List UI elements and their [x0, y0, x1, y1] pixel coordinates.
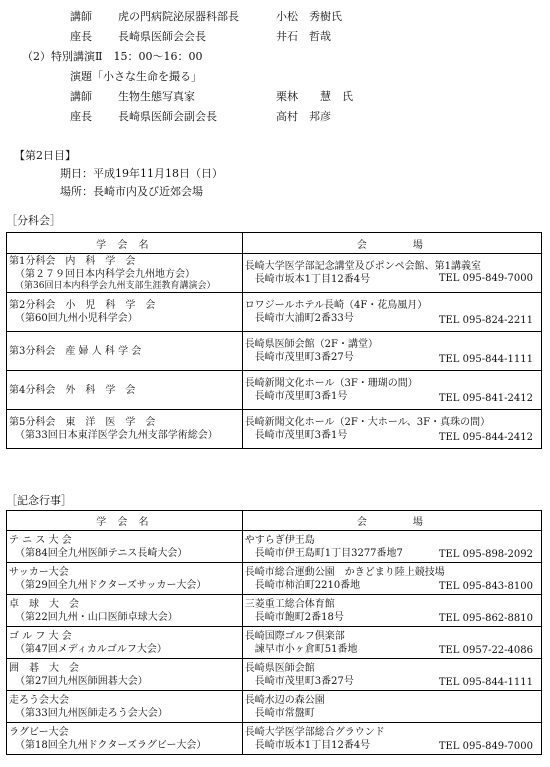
table-row — [7, 659, 542, 691]
venue-name: 長崎市総合運動公園 かきどまり陸上競技場 — [244, 566, 445, 578]
event-subname: （第33回九州医師走ろう会大会） — [15, 707, 168, 719]
role-label: 講師 — [70, 10, 92, 23]
venue-address: 長崎市茂里町3番1号 — [254, 391, 348, 402]
chair-1-line — [0, 28, 550, 46]
venue-cell — [242, 595, 541, 627]
event-cell — [7, 627, 243, 659]
day2-date: 期日：平成19年11月18日（日） — [60, 167, 223, 180]
event-subname: （第29回全九州ドクターズサッカー大会） — [15, 579, 207, 591]
table-row — [7, 332, 542, 371]
affiliation: 虎の門病院泌尿器科部長 — [118, 10, 239, 23]
venue-name: 長崎県医師会館 — [244, 662, 315, 674]
venue-cell — [242, 293, 541, 332]
venue-name: 長崎国際ゴルフ倶楽部 — [244, 630, 345, 642]
venue-address: 長崎市茂里町3番27号 — [254, 352, 354, 363]
society-name: 第1分科会 内 科 学 会 — [9, 255, 136, 267]
table-row — [7, 595, 542, 627]
venue-address: 長崎市坂本1丁目12番4号 — [254, 274, 371, 285]
event-cell — [7, 659, 243, 691]
society-cell — [7, 332, 243, 371]
lecturer-1-line — [0, 8, 550, 26]
role-label: 座長 — [70, 110, 92, 123]
venue-cell — [242, 627, 541, 659]
table-row — [7, 627, 542, 659]
event-cell — [7, 723, 243, 755]
venue-address: 長崎市坂本1丁目12番4号 — [254, 739, 371, 751]
venue-address: 長崎市茂里町3番1号 — [254, 430, 348, 441]
event-subname: （第47回メディカルゴルフ大会） — [15, 643, 167, 655]
venue-name: やすらぎ伊王島 — [244, 534, 315, 546]
venue-cell — [242, 410, 541, 449]
venue-phone: TEL 095-841-2412 — [438, 393, 533, 404]
event-name: ラグビー大会 — [9, 726, 69, 738]
venue-name: 長崎大学医学部記念講堂及びポンペ会館、第1講義室 — [244, 261, 482, 272]
events-table — [6, 510, 542, 755]
table-row — [7, 371, 542, 410]
person-name: 井石 哲哉 — [276, 30, 331, 43]
role-label: 講師 — [70, 90, 92, 103]
venue-phone: TEL 095-844-1111 — [438, 677, 533, 688]
event-cell — [7, 563, 243, 595]
society-name: 第3分科会 産 婦 人 科 学 会 — [9, 345, 142, 357]
event-name: ゴ ル フ 大 会 — [9, 630, 72, 642]
person-name: 高村 邦彦 — [276, 110, 331, 123]
society-name: 第5分科会 東 洋 医 学 会 — [9, 417, 156, 428]
venue-cell — [242, 531, 541, 563]
venue-phone: TEL 095-898-2092 — [438, 549, 533, 560]
event-cell — [7, 595, 243, 627]
society-cell — [7, 410, 243, 449]
venue-cell — [242, 723, 541, 755]
event-subname: （第27回九州医師囲碁大会） — [15, 675, 148, 687]
venue-address: 長崎市伊王島町1丁目3277番地7 — [254, 547, 403, 559]
venue-address: 諫早市小ヶ倉町51番地 — [254, 643, 358, 655]
venue-phone: TEL 095-844-1111 — [438, 354, 533, 365]
venue-cell — [242, 563, 541, 595]
table-row — [7, 293, 542, 332]
venue-phone: TEL 0957-22-4086 — [438, 645, 533, 656]
table-row — [7, 410, 542, 449]
column-header: 学 会 名 — [7, 233, 243, 254]
society-name: 第4分科会 外 科 学 会 — [9, 384, 136, 396]
day2-place: 場所：長崎市内及び近郊会場 — [60, 185, 203, 198]
venue-address: 長崎市常盤町 — [254, 707, 315, 719]
society-name: 第2分科会 小 児 科 学 会 — [9, 300, 156, 311]
venue-name: ロワジールホテル長崎（4F・花鳥風月） — [244, 300, 428, 311]
person-name: 栗林 慧 氏 — [276, 90, 353, 103]
special-lecture-heading: （2）特別講演Ⅱ 15：00〜16：00 — [22, 50, 203, 63]
column-header: 学 会 名 — [7, 511, 243, 531]
event-name: サッカー大会 — [9, 566, 69, 578]
venue-address: 長崎市飽町2番18号 — [254, 611, 344, 623]
venue-cell — [242, 691, 541, 723]
venue-cell — [242, 371, 541, 410]
venue-name: 長崎県医師会館（2F・講堂） — [244, 339, 378, 350]
table-header-row — [7, 511, 542, 531]
venue-address: 長崎市茂里町3番27号 — [254, 675, 354, 687]
society-subname: （第33回日本東洋医学会九州支部学術総会） — [15, 430, 218, 441]
venue-address: 長崎市柿泊町2210番地 — [254, 579, 361, 591]
society-subname: （第60回九州小児科学会） — [15, 313, 138, 324]
table-row — [7, 563, 542, 595]
venue-cell — [242, 332, 541, 371]
venue-name: 長崎水辺の森公園 — [244, 694, 325, 706]
society-cell — [7, 293, 243, 332]
event-name: 走ろう会大会 — [9, 694, 69, 706]
venue-phone: TEL 095-849-7000 — [438, 273, 533, 284]
column-header: 会 場 — [242, 511, 541, 531]
venue-cell — [242, 659, 541, 691]
table-row — [7, 531, 542, 563]
venue-name: 長崎新聞文化ホール（3F・珊瑚の間） — [244, 378, 418, 389]
society-subname: （第２７９回日本内科学会九州地方会） — [15, 268, 195, 280]
society-cell — [7, 254, 243, 293]
subcommittee-heading: ［分科会］ — [6, 214, 61, 227]
venue-phone: TEL 095-844-2412 — [438, 432, 533, 443]
affiliation: 長崎県医師会会長 — [118, 30, 206, 43]
event-name: 囲 碁 大 会 — [9, 662, 79, 674]
day2-heading: 【第2日目】 — [14, 149, 76, 162]
event-subname: （第18回全九州ドクターズラグビー大会） — [15, 739, 207, 751]
column-header: 会 場 — [242, 233, 541, 254]
event-cell — [7, 531, 243, 563]
events-heading: ［記念行事］ — [6, 494, 72, 507]
venue-name: 三菱重工総合体育館 — [244, 598, 335, 610]
chair-2-line — [0, 108, 550, 126]
lecture-title: 演題「小さな生命を撮る」 — [70, 70, 202, 83]
affiliation: 長崎県医師会副会長 — [118, 110, 217, 123]
event-subname: （第22回九州・山口医師卓球大会） — [15, 611, 178, 623]
event-name: 卓 球 大 会 — [9, 598, 79, 610]
event-name: テ ニ ス 大 会 — [9, 534, 72, 546]
society-cell — [7, 371, 243, 410]
person-name: 小松 秀樹氏 — [276, 10, 342, 23]
table-row — [7, 723, 542, 755]
venue-phone: TEL 095-824-2211 — [438, 315, 533, 326]
venue-phone: TEL 095-843-8100 — [438, 581, 533, 592]
role-label: 座長 — [70, 30, 92, 43]
event-cell — [7, 691, 243, 723]
venue-phone: TEL 095-862-8810 — [438, 613, 533, 624]
venue-name: 長崎新聞文化ホール（2F・大ホール、3F・真珠の間） — [244, 417, 491, 428]
table-row — [7, 254, 542, 293]
table-row — [7, 691, 542, 723]
society-subname: （第36回日本内科学会九州支部生涯教育講演会） — [15, 280, 216, 291]
venue-phone: TEL 095-849-7000 — [438, 741, 533, 752]
lecturer-2-line — [0, 88, 550, 106]
venue-address: 長崎市大浦町2番33号 — [254, 313, 354, 324]
table-header-row — [7, 233, 542, 254]
venue-name: 長崎大学医学部総合グラウンド — [244, 726, 385, 738]
event-subname: （第84回全九州医師テニス長崎大会） — [15, 547, 188, 559]
affiliation: 生物生態写真家 — [118, 90, 195, 103]
subcommittee-table — [6, 232, 542, 449]
venue-cell — [242, 254, 541, 293]
